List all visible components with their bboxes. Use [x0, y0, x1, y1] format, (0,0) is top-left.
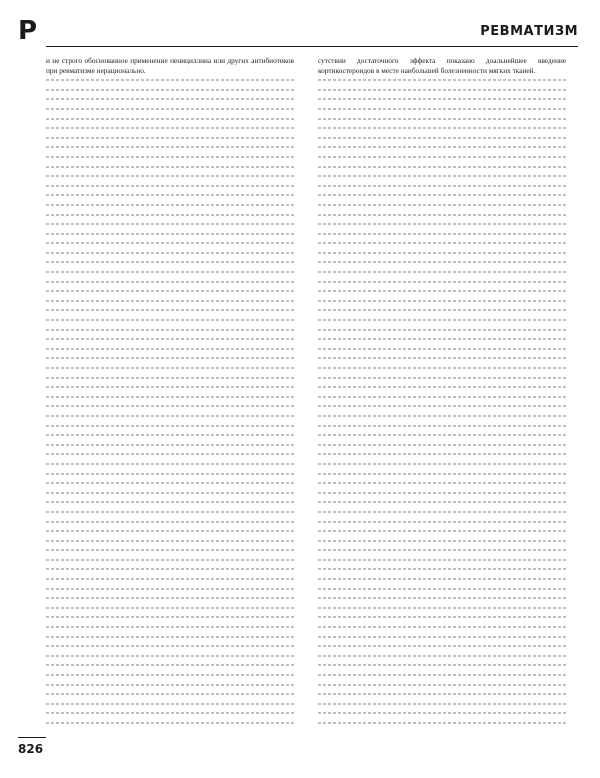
right-text-column: [318, 56, 566, 746]
text-line: [318, 632, 566, 642]
section-letter: Р: [18, 16, 38, 46]
text-line: [318, 171, 566, 181]
text-line: [46, 133, 294, 143]
text-line: [46, 257, 294, 267]
text-line: [318, 85, 566, 95]
text-line: [318, 152, 566, 162]
text-line: [318, 603, 566, 613]
text-line: [318, 699, 566, 709]
text-line: [46, 373, 294, 383]
text-line: [46, 459, 294, 469]
text-line: [46, 689, 294, 699]
text-line: [46, 162, 294, 172]
text-line: [318, 344, 566, 354]
text-line: [318, 564, 566, 574]
text-line: [46, 210, 294, 220]
text-line: [46, 421, 294, 431]
text-line: [46, 517, 294, 527]
text-line: [46, 152, 294, 162]
text-line: [46, 449, 294, 459]
text-line: [46, 200, 294, 210]
text-line: [318, 353, 566, 363]
left-column-body-placeholder: [46, 75, 294, 727]
text-line: [318, 325, 566, 335]
text-line: [46, 584, 294, 594]
text-line: [318, 382, 566, 392]
text-line: [46, 382, 294, 392]
text-line: [318, 689, 566, 699]
text-line: [318, 430, 566, 440]
text-line: [46, 142, 294, 152]
text-line: [318, 296, 566, 306]
text-line: [318, 373, 566, 383]
text-line: [46, 277, 294, 287]
text-line: [318, 612, 566, 622]
text-line: [318, 210, 566, 220]
text-line: [318, 277, 566, 287]
text-line: [46, 603, 294, 613]
text-line: [318, 267, 566, 277]
text-line: [318, 680, 566, 690]
text-line: [318, 200, 566, 210]
text-line: [46, 181, 294, 191]
running-title: РЕВМАТИЗМ: [480, 24, 578, 39]
text-line: [46, 651, 294, 661]
text-line: [46, 315, 294, 325]
text-line: [318, 440, 566, 450]
text-line: [318, 94, 566, 104]
text-line: [318, 257, 566, 267]
text-line: [46, 104, 294, 114]
text-line: [46, 238, 294, 248]
text-line: [318, 411, 566, 421]
text-line: [318, 421, 566, 431]
text-line: [318, 469, 566, 479]
text-line: [46, 507, 294, 517]
right-column-lead: сутствии достаточного эффекта показано доальнейшее введение кортикостероидов в месте наибольшей болезненности мягких тканей.: [318, 56, 566, 75]
page-number: 826: [18, 737, 46, 756]
text-line: [46, 411, 294, 421]
text-line: [318, 459, 566, 469]
text-line: [318, 641, 566, 651]
text-line: [46, 229, 294, 239]
text-line: [46, 641, 294, 651]
text-line: [46, 670, 294, 680]
text-line: [318, 526, 566, 536]
text-line: [318, 555, 566, 565]
text-line: [46, 536, 294, 546]
text-line: [318, 133, 566, 143]
text-line: [46, 440, 294, 450]
text-line: [318, 574, 566, 584]
text-line: [318, 305, 566, 315]
text-line: [318, 238, 566, 248]
text-line: [46, 718, 294, 728]
text-line: [46, 171, 294, 181]
text-line: [46, 564, 294, 574]
text-line: [46, 545, 294, 555]
text-line: [46, 286, 294, 296]
text-line: [318, 488, 566, 498]
text-line: [318, 593, 566, 603]
text-line: [46, 478, 294, 488]
text-line: [318, 507, 566, 517]
text-line: [46, 296, 294, 306]
text-line: [46, 593, 294, 603]
text-line: [46, 325, 294, 335]
text-line: [46, 680, 294, 690]
text-line: [318, 286, 566, 296]
text-line: [318, 622, 566, 632]
text-line: [318, 248, 566, 258]
text-line: [46, 219, 294, 229]
left-text-column: [46, 56, 294, 746]
text-line: [46, 94, 294, 104]
text-line: [46, 267, 294, 277]
text-line: [46, 334, 294, 344]
text-line: [46, 363, 294, 373]
text-line: [46, 488, 294, 498]
text-line: [46, 123, 294, 133]
text-line: [318, 363, 566, 373]
text-line: [318, 123, 566, 133]
text-line: [46, 190, 294, 200]
text-line: [46, 526, 294, 536]
text-line: [318, 497, 566, 507]
text-line: [318, 401, 566, 411]
text-line: [318, 536, 566, 546]
text-line: [46, 85, 294, 95]
text-line: [318, 162, 566, 172]
text-line: [46, 660, 294, 670]
text-line: [46, 75, 294, 85]
header-rule: [46, 46, 578, 47]
text-line: [46, 497, 294, 507]
text-line: [318, 670, 566, 680]
text-line: [46, 632, 294, 642]
text-line: [46, 248, 294, 258]
text-line: [318, 584, 566, 594]
text-line: [46, 114, 294, 124]
text-line: [318, 315, 566, 325]
text-line: [46, 574, 294, 584]
text-line: [46, 708, 294, 718]
text-line: [318, 142, 566, 152]
text-line: [318, 229, 566, 239]
text-line: [46, 469, 294, 479]
text-line: [318, 334, 566, 344]
text-line: [318, 104, 566, 114]
text-line: [46, 612, 294, 622]
text-line: [46, 344, 294, 354]
right-column-body-placeholder: [318, 75, 566, 727]
text-line: [46, 699, 294, 709]
text-line: [318, 190, 566, 200]
text-line: [318, 651, 566, 661]
text-line: [318, 660, 566, 670]
text-line: [318, 718, 566, 728]
text-line: [46, 305, 294, 315]
text-line: [46, 353, 294, 363]
text-line: [46, 430, 294, 440]
text-line: [318, 545, 566, 555]
text-line: [46, 555, 294, 565]
text-line: [46, 392, 294, 402]
text-line: [318, 392, 566, 402]
text-line: [318, 449, 566, 459]
text-line: [318, 114, 566, 124]
text-line: [318, 75, 566, 85]
text-line: [46, 622, 294, 632]
text-line: [46, 401, 294, 411]
text-line: [318, 708, 566, 718]
text-line: [318, 478, 566, 488]
text-line: [318, 181, 566, 191]
text-line: [318, 219, 566, 229]
text-line: [318, 517, 566, 527]
left-column-lead: и не строго обоснованное применение пенициллина или других антибиотиков при ревматизме нерационально.: [46, 56, 294, 75]
